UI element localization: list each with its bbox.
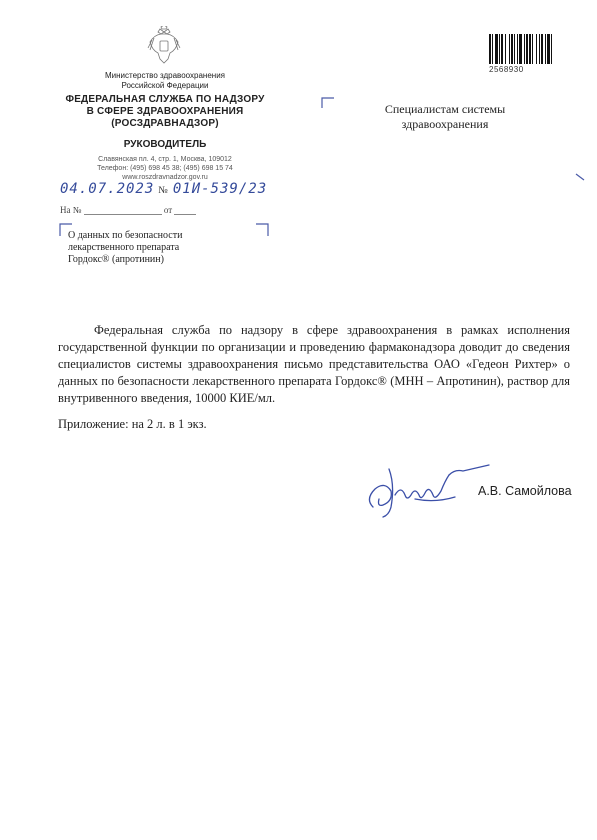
address-block: Славянская пл. 4, стр. 1, Москва, 109012 Телефон: (495) 698 45 38; (495) 698 15 74 www.roszdravnadzor.gov.ru (97, 156, 233, 181)
signer-name: А.В. Самойлова (478, 484, 572, 498)
barcode-number: 2568930 (489, 65, 524, 74)
ministry-name: Министерство здравоохранения Российской Федерации (105, 71, 225, 90)
head-title: РУКОВОДИТЕЛЬ (123, 139, 207, 150)
reference-date-blank (174, 214, 196, 215)
registration-date: 04.07.2023 (60, 181, 155, 197)
appendix-line: Приложение: на 2 л. в 1 экз. (58, 417, 207, 431)
russian-coat-of-arms-icon (146, 26, 182, 66)
service-name: ФЕДЕРАЛЬНАЯ СЛУЖБА ПО НАДЗОРУ В СФЕРЕ ЗДРАВООХРАНЕНИЯ (РОСЗДРАВНАДЗОР) (65, 94, 265, 129)
handwritten-signature (355, 455, 495, 525)
registration-line (60, 181, 267, 197)
reference-line: На № от (60, 205, 196, 215)
registration-no-label: № (158, 185, 169, 196)
subject-block: О данных по безопасности лекарственного препарата Гордокс® (апротинин) (68, 230, 183, 265)
barcode (487, 34, 579, 66)
letter-body: Федеральная служба по надзору в сфере здравоохранения в рамках исполнения государственной функции по организации и проведению фармаконадзора доводит до сведения специалистов системы здравоохранения письмо представительства ОАО «Гедеон Рихтер» о данных по безопасности лекарственного препарата Гордокс® (МНН – Апротинин), раствор для внутривенного введения, 10000 КИЕ/мл. (58, 323, 570, 405)
addressee-block: Специалистам системы здравоохранения (384, 102, 506, 131)
registration-number: 01И-539/23 (172, 181, 268, 197)
reference-number-blank (84, 214, 162, 215)
